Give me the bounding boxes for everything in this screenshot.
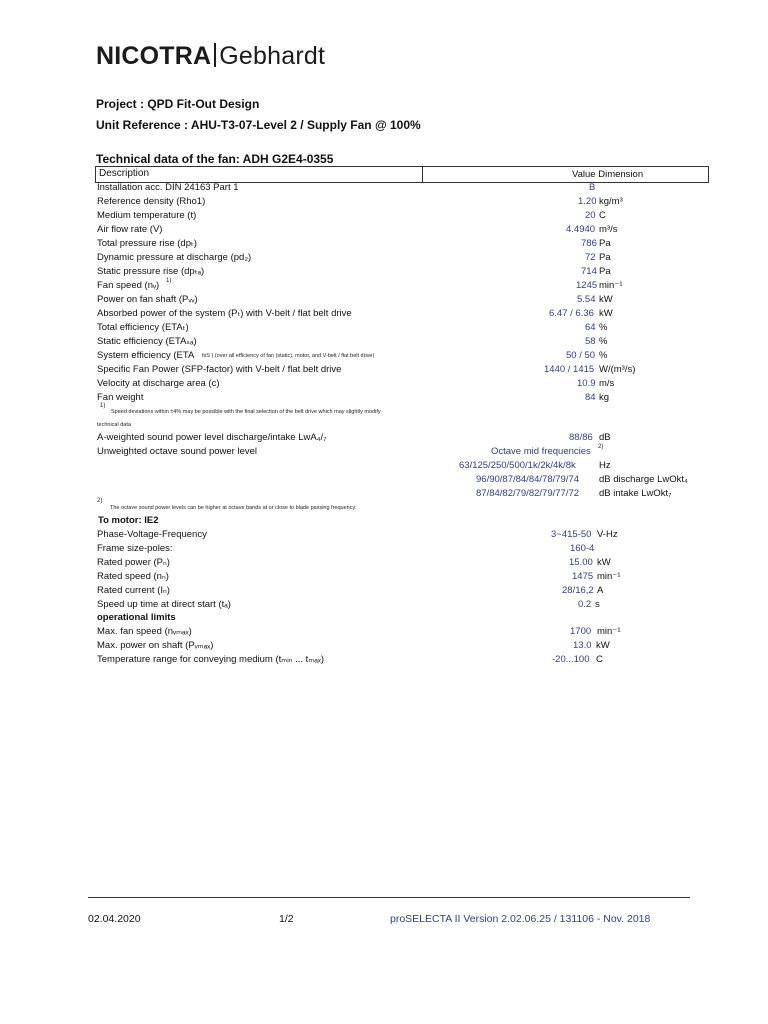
row-unit: kW: [599, 308, 613, 319]
row-value: 160-4: [570, 543, 595, 554]
row-value: 10.9: [577, 378, 596, 389]
row-unit: min⁻¹: [599, 280, 623, 291]
row-value: 72: [585, 252, 596, 263]
footnote-2-mark: 2): [97, 498, 103, 504]
footer-date: 02.04.2020: [88, 913, 141, 925]
footer-divider: [88, 897, 690, 898]
company-logo: [96, 42, 325, 71]
row-label: Total pressure rise (dpₜ): [97, 238, 197, 249]
octave-discharge-values: 96/90/87/84/84/78/79/74: [476, 474, 580, 485]
row-value: 1700: [570, 626, 592, 637]
logo-right-text: Gebhardt: [219, 42, 326, 70]
octave-discharge-unit: dB discharge LwOkt₄: [599, 474, 688, 485]
row-unit: A: [597, 585, 604, 596]
footnote-1-text: Speed deviations within ±4% may be possible with the final selection of the belt drive which may slightly modify: [111, 409, 381, 415]
octave-title: Octave mid frequencies: [491, 446, 591, 457]
row-value: 20: [585, 210, 596, 221]
header-divider: [422, 167, 423, 182]
row-label: Air flow rate (V): [97, 224, 163, 235]
unweighted-label: Unweighted octave sound power level: [97, 446, 258, 457]
row-label: Rated power (Pₙ): [97, 557, 170, 568]
octave-frequencies: 63/125/250/500/1k/2k/4k/8k: [459, 460, 576, 471]
row-value: 6.47 / 6.36: [549, 308, 594, 319]
row-value: 786: [581, 238, 597, 249]
row-unit: %: [599, 322, 608, 333]
row-value: -20...100: [552, 654, 590, 665]
header-value-dimension: Value Dimension: [572, 169, 644, 180]
table-header: [95, 166, 709, 183]
row-value: 58: [585, 336, 596, 347]
row-value: 13.0: [573, 640, 592, 651]
row-value: 28/16,2: [562, 585, 594, 596]
row-unit: C: [599, 210, 606, 221]
row-label: Installation acc. DIN 24163 Part 1: [97, 182, 239, 193]
row-value: 3~415-50: [551, 529, 592, 540]
row-value: 4.4940: [566, 224, 596, 235]
footnote-2-text: The octave sound power levels can be higher at octave bands at or close to blade passing frequency.: [110, 505, 357, 511]
row-value: 15.00: [569, 557, 593, 568]
row-unit: C: [596, 654, 603, 665]
footnote-1-mark: 1): [100, 403, 106, 409]
octave-intake-values: 87/84/82/79/82/79/77/72: [476, 488, 580, 499]
row-unit: %: [599, 336, 608, 347]
row-label: Absorbed power of the system (Pₜ) with V-belt / flat belt drive: [97, 308, 352, 319]
row-unit: kW: [599, 294, 613, 305]
row-value: 1440 / 1415: [544, 364, 595, 375]
aweighted-label: A-weighted sound power level discharge/intake LwA₄/₇: [97, 432, 327, 443]
row-label: Frame size-poles:: [97, 543, 173, 554]
system-efficiency-note: fsS ) (over all efficiency of fan (static), motor, and V-belt / flat belt drive): [202, 353, 375, 359]
footnote-1-marker: 1): [166, 278, 172, 284]
row-label: System efficiency (ETA: [97, 350, 195, 361]
row-unit: Pa: [599, 252, 611, 263]
row-label: Power on fan shaft (Pᵥᵥ): [97, 294, 198, 305]
footer-version: proSELECTA II Version 2.02.06.25 / 131106 - Nov. 2018: [390, 913, 651, 925]
row-label: Reference density (Rho1): [97, 196, 206, 207]
row-unit: m³/s: [599, 224, 618, 235]
unit-reference: Unit Reference : AHU-T3-07-Level 2 / Supply Fan @ 100%: [96, 118, 421, 132]
row-unit: m/s: [599, 378, 615, 389]
row-unit: Pa: [599, 266, 611, 277]
footer-page-number: 1/2: [279, 913, 294, 925]
row-label: Temperature range for conveying medium (tₘᵢₙ ... tₘₐₓ): [97, 654, 325, 665]
row-label: Phase-Voltage-Frequency: [97, 529, 207, 540]
row-value: 1475: [572, 571, 594, 582]
row-unit: W/(m³/s): [599, 364, 636, 375]
row-label: Rated speed (nₙ): [97, 571, 169, 582]
octave-intake-unit: dB intake LwOkt₇: [599, 488, 672, 499]
row-unit: Pa: [599, 238, 611, 249]
row-unit: kW: [596, 640, 610, 651]
aweighted-unit: dB: [599, 432, 611, 443]
row-unit: min⁻¹: [597, 626, 621, 637]
row-label: Static pressure rise (dpₜₐ): [97, 266, 205, 277]
row-value: B: [589, 182, 596, 193]
row-value: 1.20: [578, 196, 597, 207]
technical-data-title: Technical data of the fan: ADH G2E4-0355: [96, 152, 334, 166]
row-unit: kg/m³: [599, 196, 623, 207]
row-label: Fan speed (nᵥ): [97, 280, 160, 291]
row-label: Fan weight: [97, 392, 144, 403]
logo-separator: [214, 43, 216, 67]
row-label: Total efficiency (ETAₜ): [97, 322, 189, 333]
row-unit: s: [595, 599, 600, 610]
motor-title: To motor: IE2: [98, 515, 159, 526]
row-value: 64: [585, 322, 596, 333]
project-title: Project : QPD Fit-Out Design: [96, 97, 260, 111]
row-label: Medium temperature (t): [97, 210, 197, 221]
row-value: 714: [581, 266, 597, 277]
row-label: Static efficiency (ETAₛₐ): [97, 336, 197, 347]
operational-limits-title: operational limits: [97, 612, 176, 623]
row-unit: V-Hz: [597, 529, 618, 540]
footnote-2-marker: 2): [598, 444, 604, 450]
row-value: 1245: [576, 280, 598, 291]
row-label: Speed up time at direct start (tₐ): [97, 599, 231, 610]
row-value: 50 / 50: [566, 350, 596, 361]
row-label: Max. fan speed (nᵥₘₐₓ): [97, 626, 192, 637]
row-unit: min⁻¹: [597, 571, 621, 582]
row-unit: kg: [599, 392, 610, 403]
row-label: Rated current (Iₙ): [97, 585, 170, 596]
header-description: Description: [99, 168, 150, 179]
row-value: 84: [585, 392, 596, 403]
aweighted-value: 88/86: [569, 432, 593, 443]
row-unit: %: [599, 350, 608, 361]
row-value: 5.54: [577, 294, 596, 305]
row-value: 0.2: [578, 599, 592, 610]
row-unit: kW: [597, 557, 611, 568]
row-label: Specific Fan Power (SFP-factor) with V-belt / flat belt drive: [97, 364, 342, 375]
row-label: Velocity at discharge area (c): [97, 378, 220, 389]
octave-frequency-unit: Hz: [599, 460, 611, 471]
row-label: Max. power on shaft (Pᵥₘₐₓ): [97, 640, 214, 651]
logo-left-text: NICOTRA: [96, 42, 212, 70]
footnote-1-text-continued: technical data: [97, 422, 131, 428]
row-label: Dynamic pressure at discharge (pd₂): [97, 252, 252, 263]
